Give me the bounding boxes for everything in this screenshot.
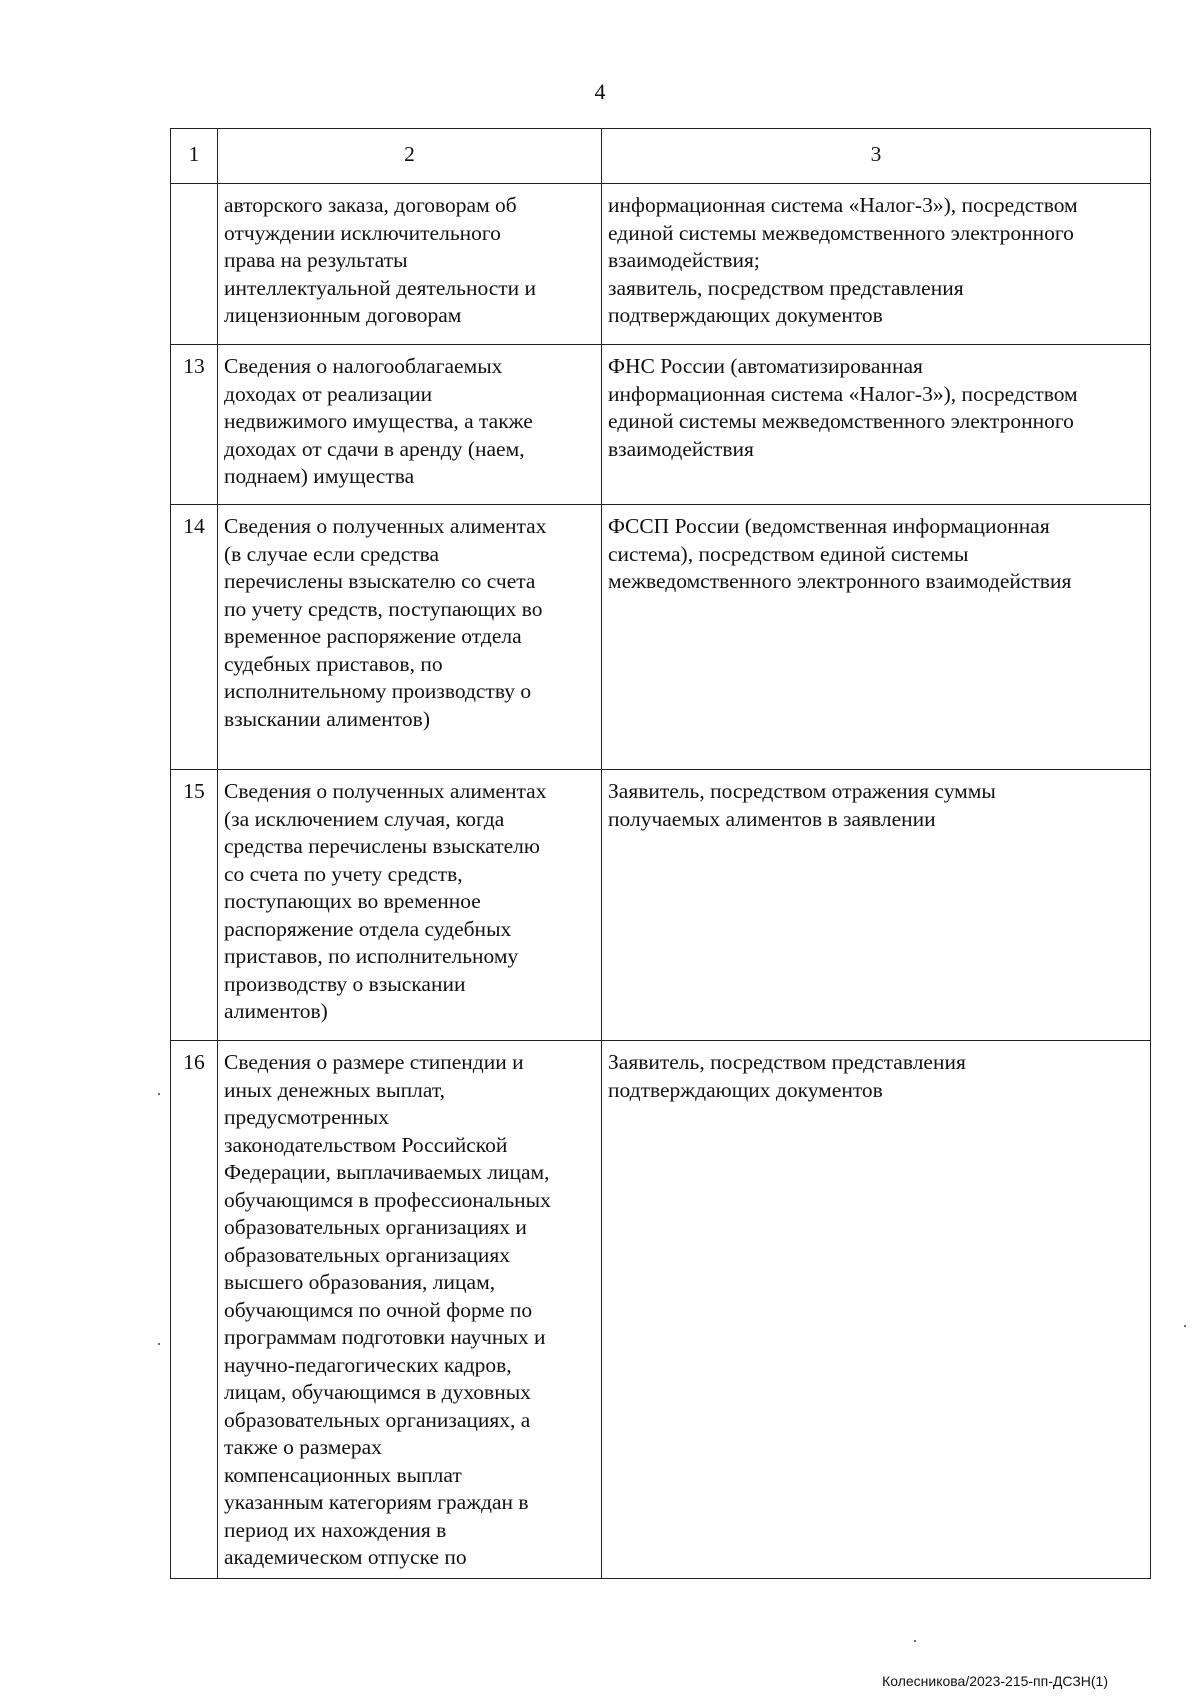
info-cell: Сведения о размере стипендии и иных денежных выплат, предусмотренных законодательством Российской Федерации, выплачиваемых лицам, обучающимся в профессиональных образовательных организациях и образовательных организациях высшего образования, лицам, обучающимся по очной форме по программам подготовки научных и научно-педагогических кадров, лицам, обучающимся в духовных образовательных организациях, а также о размерах компенсационных выплат указанным категориям граждан в период их нахождения в академическом отпуске по xyxy=(218,1041,602,1579)
column-number-1: 1 xyxy=(171,129,218,184)
row-number: 16 xyxy=(171,1041,218,1579)
table-row xyxy=(171,345,1151,505)
row-number xyxy=(171,184,218,345)
scan-speck xyxy=(158,1343,160,1345)
document-table xyxy=(170,128,1151,1579)
document-footer-code: Колесникова/2023-215-пп-ДСЗН(1) xyxy=(882,1673,1108,1689)
source-cell: Заявитель, посредством отражения суммы получаемых алиментов в заявлении xyxy=(602,770,1151,1041)
source-cell: ФССП России (ведомственная информационная система), посредством единой системы межведомственного электронного взаимодействия xyxy=(602,505,1151,770)
page-number: 4 xyxy=(594,79,606,104)
info-cell: авторского заказа, договорам об отчуждении исключительного права на результаты интеллектуальной деятельности и лицензионным договорам xyxy=(218,184,602,345)
table-row xyxy=(171,1041,1151,1579)
row-number: 15 xyxy=(171,770,218,1041)
source-cell: информационная система «Налог-3»), посредством единой системы межведомственного электронного взаимодействия; заявитель, посредством представления подтверждающих документов xyxy=(602,184,1151,345)
table-header-row xyxy=(171,129,1151,184)
table-row xyxy=(171,770,1151,1041)
row-number: 13 xyxy=(171,345,218,505)
source-cell: Заявитель, посредством представления подтверждающих документов xyxy=(602,1041,1151,1579)
scan-speck xyxy=(1184,1325,1186,1327)
row-number: 14 xyxy=(171,505,218,770)
table-row xyxy=(171,184,1151,345)
info-cell: Сведения о полученных алиментах (за исключением случая, когда средства перечислены взыскателю со счета по учету средств, поступающих во временное распоряжение отдела судебных приставов, по исполнительному производству о взыскании алиментов) xyxy=(218,770,602,1041)
scan-speck xyxy=(914,1640,916,1642)
scan-speck xyxy=(158,1093,160,1095)
column-number-3: 3 xyxy=(602,129,1151,184)
info-cell: Сведения о полученных алиментах (в случае если средства перечислены взыскателю со счета по учету средств, поступающих во временное распоряжение отдела судебных приставов, по исполнительному производству о взыскании алиментов) xyxy=(218,505,602,770)
info-cell: Сведения о налогооблагаемых доходах от реализации недвижимого имущества, а также доходах от сдачи в аренду (наем, поднаем) имущества xyxy=(218,345,602,505)
table-row xyxy=(171,505,1151,770)
source-cell: ФНС России (автоматизированная информационная система «Налог-3»), посредством единой системы межведомственного электронного взаимодействия xyxy=(602,345,1151,505)
column-number-2: 2 xyxy=(218,129,602,184)
